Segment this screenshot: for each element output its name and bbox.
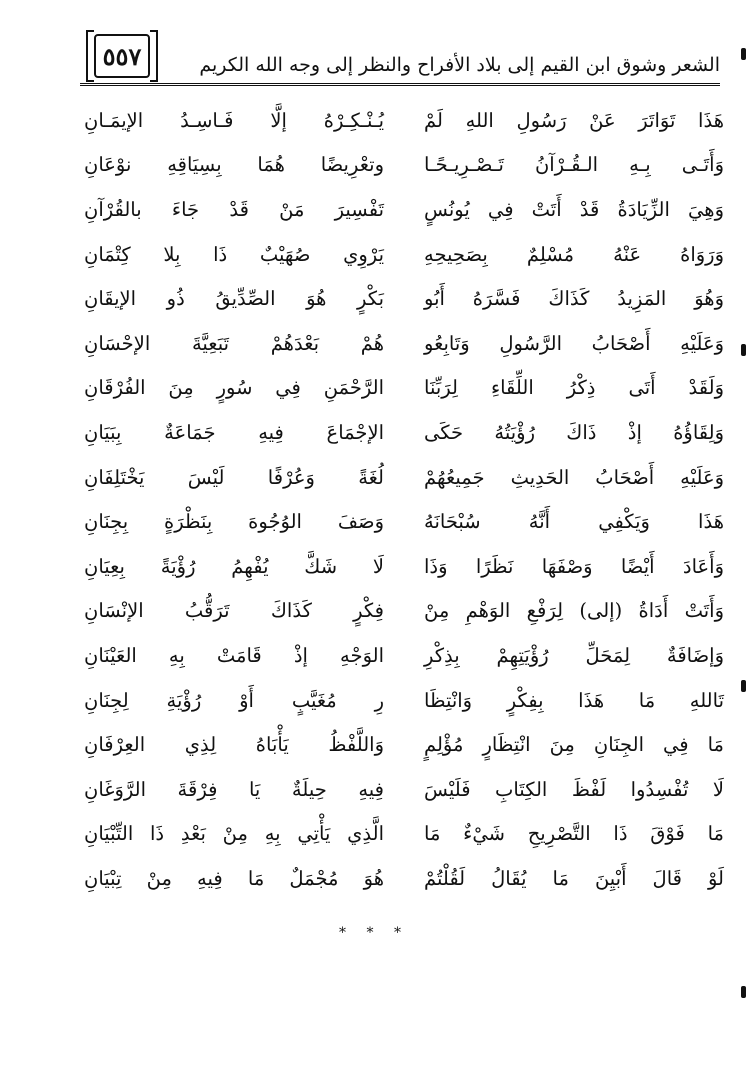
verse-first-hemistich: لَا تُفْسِدُوا لَفْظَ الكِتَابِ فَلَيْسَ	[424, 777, 724, 801]
verse-row	[84, 812, 724, 857]
margin-mark	[741, 48, 746, 60]
verse-second-hemistich: وتعْرِيضًا هُمَا بِسِيَاقِهِ نوْعَانِ	[84, 153, 384, 177]
verse-first-hemistich: وَلَقَدْ أَتَى ذِكْرُ اللِّقَاءِ لِرَبِّنَا	[424, 376, 724, 400]
verse-first-hemistich: وَأَتَتْ أَدَاةُ (إلى) لِرَفْعِ الوَهْمِ مِنْ	[424, 599, 724, 623]
verse-first-hemistich: مَا فَوْقَ ذَا التَّصْرِيحِ شَيْءٌ مَا	[424, 822, 724, 846]
verse-second-hemistich: رِ مُغَيَّبٍ أَوْ رُؤْيَةِ لِجِنَانِ	[84, 688, 384, 712]
margin-mark	[741, 986, 746, 998]
verse-row	[84, 767, 724, 812]
verse-row	[84, 722, 724, 767]
verse-second-hemistich: هُمْ بَعْدَهُمْ تَبَعِيَّةَ الإحْسَانِ	[84, 331, 384, 355]
verse-first-hemistich: وَإضَافَةٌ لِمَحَلِّ رُؤْيَتِهِمْ بِذِكْرِ	[424, 643, 724, 667]
verse-second-hemistich: الرَّحْمَنِ فِي سُورٍ مِنَ الفُرْقَانِ	[84, 376, 384, 400]
verse-second-hemistich: الَّذِي يَأْتِي بِهِ مِنْ بَعْدِ ذَا التِّبْيَانِ	[84, 822, 384, 846]
running-title: الشعر وشوق ابن القيم إلى بلاد الأفراح والنظر إلى وجه الله الكريم	[199, 54, 720, 76]
verse-second-hemistich: تَفْسِيرَ مَنْ قَدْ جَاءَ بالقُرْآنِ	[84, 197, 384, 221]
verse-row	[84, 321, 724, 366]
verse-row	[84, 187, 724, 232]
verse-row	[84, 455, 724, 500]
section-end-asterisks: * * *	[339, 925, 409, 941]
verse-second-hemistich: الوَجْهِ إذْ قَامَتْ بِهِ العَيْنَانِ	[84, 643, 384, 667]
verse-row	[84, 544, 724, 589]
verse-second-hemistich: بَكْرٍ هُوَ الصِّدِّيقُ ذُو الإيقَانِ	[84, 287, 384, 311]
verse-row	[84, 499, 724, 544]
verse-first-hemistich: مَا فِي الجِنَانِ مِنَ انْتِظَارٍ مُؤْلِمٍ	[424, 733, 724, 757]
verse-row	[84, 276, 724, 321]
verse-second-hemistich: يَرْوِي صُهَيْبٌ ذَا بِلا كِتْمَانِ	[84, 242, 384, 266]
verse-row	[84, 678, 724, 723]
verse-first-hemistich: وَرَوَاهُ عَنْهُ مُسْلِمٌ بِصَحِيحِهِ	[424, 242, 724, 266]
verse-first-hemistich: وَعَلَيْهِ أَصْحَابُ الحَدِيثِ جَمِيعُهُمْ	[424, 465, 724, 489]
verse-first-hemistich: وَأَعَادَ أَيْضًا وَصْفَهَا نَظَرًا وَذَا	[424, 554, 724, 578]
verse-first-hemistich: تَاللهِ مَا هَذَا بِفِكْرٍ وَانْتِظَا	[424, 688, 724, 712]
verse-first-hemistich: وَهُوَ المَزِيدُ كَذَاكَ فَسَّرَهُ أَبُو	[424, 287, 724, 311]
verse-row	[84, 633, 724, 678]
verse-first-hemistich: هَذَا تَوَاتَرَ عَنْ رَسُولِ اللهِ لَمْ	[424, 108, 724, 132]
verse-row	[84, 589, 724, 634]
verse-second-hemistich: يُـنْـكِـرْهُ إلَّا فَـاسِـدُ الإيمَـانِ	[84, 108, 384, 132]
margin-mark	[741, 344, 746, 356]
verse-first-hemistich: وَهِيَ الزِّيَادَةُ قَدْ أَتَتْ فِي يُونُسٍ	[424, 197, 724, 221]
verse-row	[84, 98, 724, 143]
verse-second-hemistich: وَاللَّفْظُ يَأْبَاهُ لِذِي العِرْفَانِ	[84, 733, 384, 757]
verse-row	[84, 856, 724, 901]
verse-row	[84, 366, 724, 411]
verse-second-hemistich: فِيهِ حِيلَةٌ يَا فِرْقَةَ الرَّوَغَانِ	[84, 777, 384, 801]
verse-first-hemistich: وَلِقَاؤُهُ إذْ ذَاكَ رُؤْيَتُهُ حَكَى	[424, 420, 724, 444]
verse-second-hemistich: وَصَفَ الوُجُوهَ بِنَظْرَةٍ بِجِنَانِ	[84, 510, 384, 534]
verse-second-hemistich: لُغَةً وَعُرْفًا لَيْسَ يَخْتَلِفَانِ	[84, 465, 384, 489]
header-divider	[80, 83, 720, 86]
verse-second-hemistich: الإجْمَاعَ فِيهِ جَمَاعَةٌ بِبَيَانِ	[84, 420, 384, 444]
verse-second-hemistich: هُوَ مُجْمَلٌ مَا فِيهِ مِنْ تِبْيَانِ	[84, 866, 384, 890]
margin-mark	[741, 680, 746, 692]
page-header	[80, 28, 720, 86]
verse-first-hemistich: هَذَا وَيَكْفِي أَنَّهُ سُبْحَانَهُ	[424, 510, 724, 534]
page-number: ٥٥٧	[102, 41, 142, 71]
verse-first-hemistich: لَوْ قَالَ أَبْيِنَ مَا يُقَالُ لَقُلْتُمْ	[424, 866, 724, 890]
verse-second-hemistich: لَا شَكَّ يُفْهِمُ رُؤْيَةً بِعِيَانِ	[84, 554, 384, 578]
verse-second-hemistich: فِكْرٍ كَذَاكَ تَرَقُّبُ الإنْسَانِ	[84, 599, 384, 623]
verse-row	[84, 410, 724, 455]
verse-row	[84, 143, 724, 188]
poem-verses	[84, 98, 724, 901]
page-number-box	[94, 34, 150, 78]
verse-row	[84, 232, 724, 277]
verse-first-hemistich: وَعَلَيْهِ أَصْحَابُ الرَّسُولِ وَتَابِعُو	[424, 331, 724, 355]
verse-first-hemistich: وَأَتَـى بِـهِ الـقُـرْآنُ تَـصْـرِيـحًـا	[424, 153, 724, 177]
